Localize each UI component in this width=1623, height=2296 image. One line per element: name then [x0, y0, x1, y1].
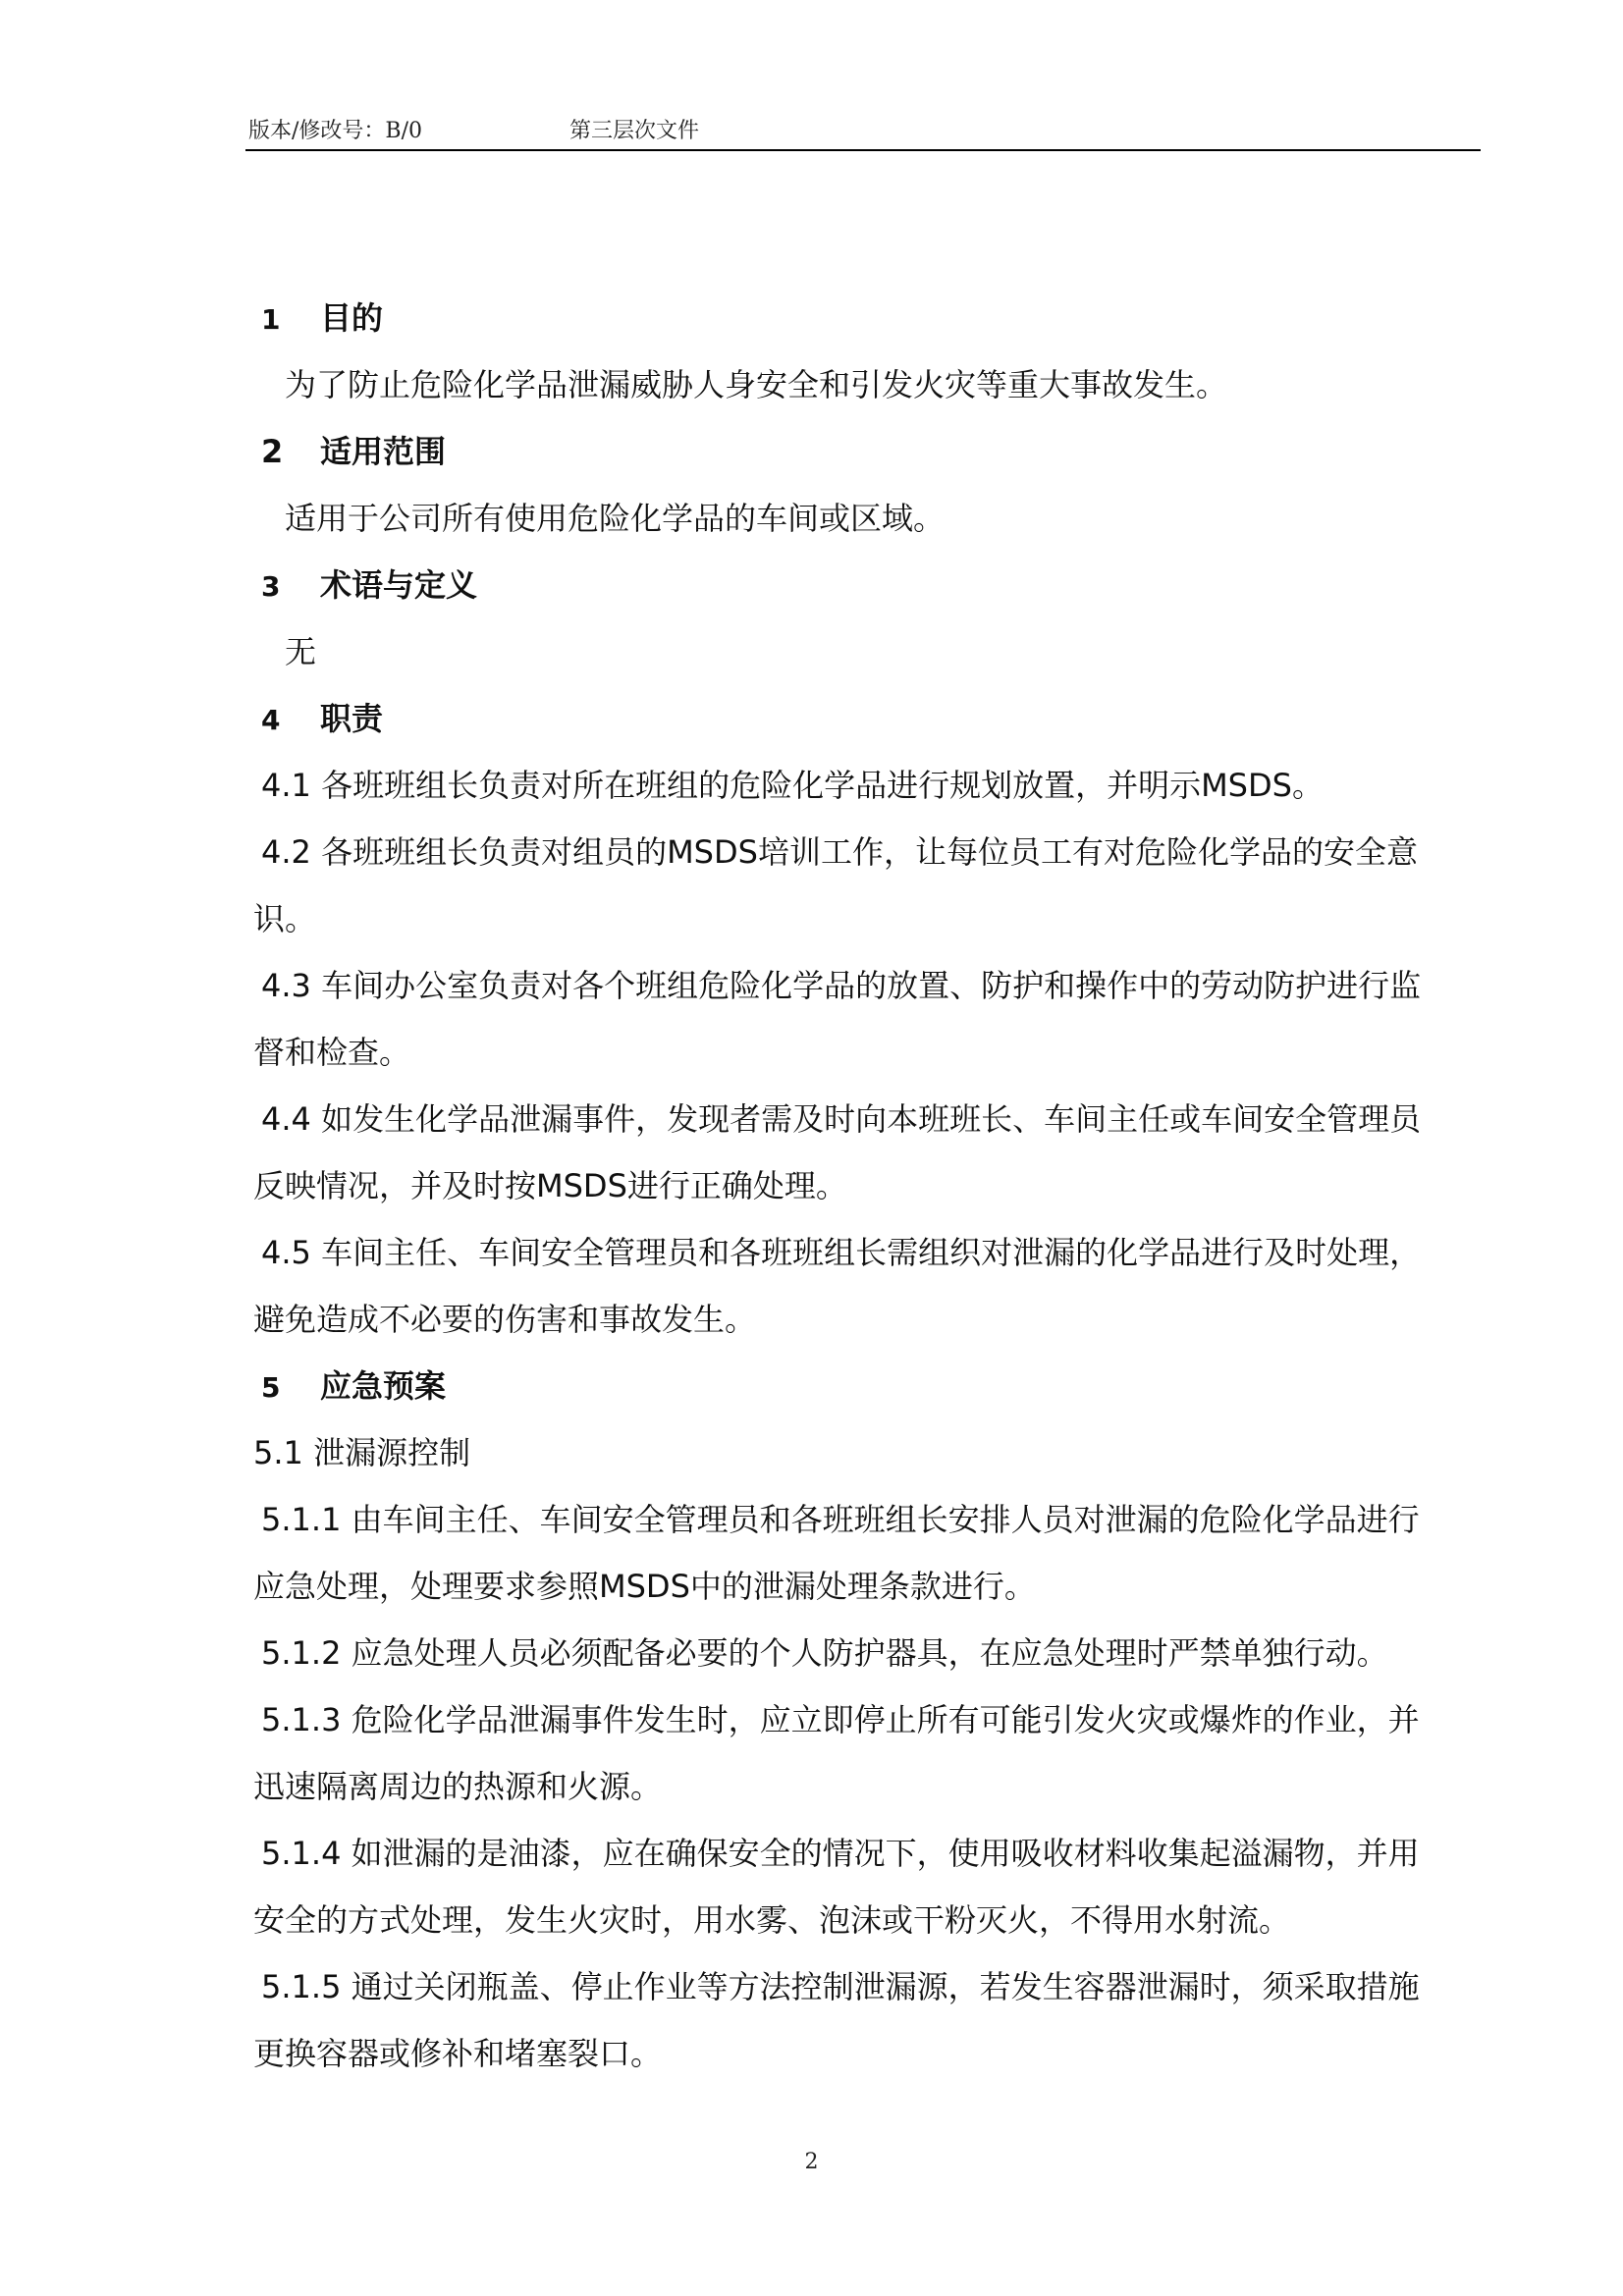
page-number: 2	[804, 2150, 819, 2174]
clause-4-4-line-2: 反映情况，并及时按MSDS进行正确处理。	[253, 1167, 847, 1204]
section-number: 4	[261, 704, 281, 736]
section-5-heading	[253, 1353, 1481, 1419]
clause-5-1-5-line-1: 5.1.5 通过关闭瓶盖、停止作业等方法控制泄漏源，若发生容器泄漏时，须采取措施	[261, 1968, 1420, 2005]
section-3-heading	[253, 552, 1481, 618]
section-1-heading	[253, 285, 1481, 351]
section-1-body: 为了防止危险化学品泄漏威胁人身安全和引发火灾等重大事故发生。	[285, 366, 1228, 403]
clause-4-3-line-1: 4.3 车间办公室负责对各个班组危险化学品的放置、防护和操作中的劳动防护进行监	[261, 967, 1422, 1004]
clause-4-1: 4.1 各班班组长负责对所在班组的危险化学品进行规划放置，并明示MSDS。	[261, 767, 1324, 804]
section-number: 1	[261, 303, 281, 336]
clause-4-3-line-2: 督和检查。	[253, 1034, 411, 1071]
header-version: 版本/修改号：B/0	[248, 119, 422, 143]
clause-5-1-1-line-1: 5.1.1 由车间主任、车间安全管理员和各班班组长安排人员对泄漏的危险化学品进行	[261, 1501, 1420, 1538]
clause-4-2-line-1: 4.2 各班班组长负责对组员的MSDS培训工作，让每位员工有对危险化学品的安全意	[261, 833, 1418, 871]
clause-4-2-line-2: 识。	[253, 900, 317, 937]
clause-5-1-4-line-2: 安全的方式处理，发生火灾时，用水雾、泡沫或干粉灭火，不得用水射流。	[253, 1901, 1291, 1939]
section-title: 职责	[320, 700, 384, 737]
section-title: 应急预案	[320, 1367, 447, 1405]
page-header	[245, 110, 1481, 151]
document-body	[253, 285, 1481, 2087]
clause-5-1-1-line-2: 应急处理，处理要求参照MSDS中的泄漏处理条款进行。	[253, 1568, 1036, 1605]
section-title: 适用范围	[320, 433, 447, 470]
section-number: 5	[261, 1371, 281, 1404]
section-title: 术语与定义	[320, 566, 478, 604]
clause-5-1-3-line-2: 迅速隔离周边的热源和火源。	[253, 1768, 663, 1805]
clause-4-5-line-2: 避免造成不必要的伤害和事故发生。	[253, 1301, 757, 1338]
clause-5-1-4-line-1: 5.1.4 如泄漏的是油漆，应在确保安全的情况下，使用吸收材料收集起溢漏物，并用	[261, 1835, 1420, 1872]
section-number: 2	[261, 433, 284, 470]
section-title: 目的	[320, 299, 384, 337]
clause-5-1-5-line-2: 更换容器或修补和堵塞裂口。	[253, 2035, 663, 2072]
clause-5-1-3-line-1: 5.1.3 危险化学品泄漏事件发生时，应立即停止所有可能引发火灾或爆炸的作业，并	[261, 1701, 1420, 1738]
section-4-heading	[253, 685, 1481, 752]
clause-4-5-line-1: 4.5 车间主任、车间安全管理员和各班班组长需组织对泄漏的化学品进行及时处理，	[261, 1234, 1422, 1271]
clause-5-1-2: 5.1.2 应急处理人员必须配备必要的个人防护器具，在应急处理时严禁单独行动。	[261, 1634, 1388, 1672]
section-2-body: 适用于公司所有使用危险化学品的车间或区域。	[285, 500, 946, 537]
clause-4-4-line-1: 4.4 如发生化学品泄漏事件，发现者需及时向本班班长、车间主任或车间安全管理员	[261, 1100, 1422, 1138]
subsection-5-1-title: 5.1 泄漏源控制	[253, 1434, 471, 1471]
header-document-level: 第三层次文件	[569, 119, 700, 143]
section-2-heading	[253, 418, 1481, 485]
section-number: 3	[261, 570, 281, 603]
section-3-body: 无	[285, 633, 317, 670]
